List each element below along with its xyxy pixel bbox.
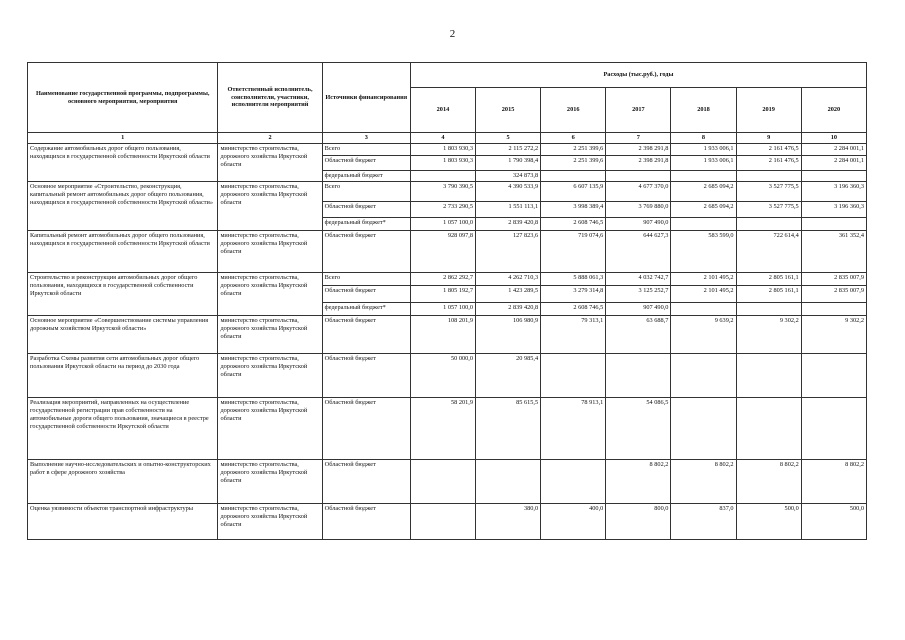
table-row <box>28 460 867 504</box>
expense-value: 8 802,2 <box>606 460 671 504</box>
responsible-executor: министерство строительства, дорожного хозяйства Иркутской области <box>218 273 322 316</box>
responsible-executor: министерство строительства, дорожного хозяйства Иркутской области <box>218 182 322 231</box>
table-row <box>28 398 867 460</box>
table-row <box>28 273 867 286</box>
expense-value: 9 639,2 <box>671 316 736 354</box>
expense-value: 5 888 061,3 <box>541 273 606 286</box>
expense-value: 6 607 135,9 <box>541 182 606 202</box>
expense-value: 324 873,8 <box>476 171 541 182</box>
activity-name: Строительство и реконструкция автомобильных дорог общего пользования, находящихся в государственной собственности Иркутской области <box>28 273 218 316</box>
expense-value: 4 677 370,0 <box>606 182 671 202</box>
expense-value: 2 398 291,8 <box>606 144 671 156</box>
table-row <box>28 354 867 398</box>
header-source: Источники финансирования <box>322 63 410 133</box>
activity-name: Основное мероприятие «Строительство, реконструкция, капитальный ремонт автомобильных дорог общего пользования, находящихся в государственной собственности Иркутской области» <box>28 182 218 231</box>
activity-name: Оценка уязвимости объектов транспортной инфраструктуры <box>28 504 218 540</box>
expense-value <box>801 303 866 316</box>
funding-source: федеральный бюджет <box>322 171 410 182</box>
expense-value <box>801 398 866 460</box>
funding-source: Областной бюджет <box>322 316 410 354</box>
expense-value <box>410 460 475 504</box>
column-number: 1 <box>28 133 218 144</box>
column-number: 5 <box>476 133 541 144</box>
expense-value <box>671 171 736 182</box>
expense-value <box>736 218 801 231</box>
expenses-table <box>27 62 867 540</box>
expense-value: 1 790 398,4 <box>476 156 541 171</box>
expense-value: 54 086,5 <box>606 398 671 460</box>
expense-value: 3 998 389,4 <box>541 202 606 218</box>
expense-value <box>410 504 475 540</box>
expense-value: 2 608 746,5 <box>541 303 606 316</box>
expense-value: 800,0 <box>606 504 671 540</box>
activity-name: Разработка Схемы развития сети автомобильных дорог общего пользования Иркутской области на период до 2030 года <box>28 354 218 398</box>
expense-value: 2 161 476,5 <box>736 156 801 171</box>
expense-value <box>606 171 671 182</box>
expense-value: 2 835 007,9 <box>801 273 866 286</box>
expense-value: 719 074,6 <box>541 231 606 273</box>
expense-value: 2 862 292,7 <box>410 273 475 286</box>
expense-value: 58 201,9 <box>410 398 475 460</box>
funding-source: Областной бюджет <box>322 398 410 460</box>
expense-value: 3 790 390,5 <box>410 182 475 202</box>
expense-value: 1 933 006,1 <box>671 156 736 171</box>
expense-value: 3 125 252,7 <box>606 286 671 303</box>
expense-value <box>801 171 866 182</box>
expense-value: 79 313,1 <box>541 316 606 354</box>
expense-value: 583 599,0 <box>671 231 736 273</box>
expense-value <box>736 171 801 182</box>
expense-value: 50 000,0 <box>410 354 475 398</box>
header-year: 2020 <box>801 88 866 133</box>
activity-name: Выполнение научно-исследовательских и опытно-конструкторских работ в сфере дорожного хозяйства <box>28 460 218 504</box>
expense-value <box>801 218 866 231</box>
expense-value <box>671 354 736 398</box>
expense-value: 400,0 <box>541 504 606 540</box>
funding-source: федеральный бюджет* <box>322 218 410 231</box>
expense-value: 1 803 930,3 <box>410 156 475 171</box>
expense-value <box>736 398 801 460</box>
expense-value: 2 839 420,8 <box>476 218 541 231</box>
table-row <box>28 144 867 156</box>
expense-value: 8 802,2 <box>671 460 736 504</box>
expense-value: 2 398 291,8 <box>606 156 671 171</box>
expense-value: 1 805 192,7 <box>410 286 475 303</box>
column-number: 10 <box>801 133 866 144</box>
expense-value <box>801 354 866 398</box>
column-number: 2 <box>218 133 322 144</box>
expense-value: 8 802,2 <box>736 460 801 504</box>
expense-value: 3 527 775,5 <box>736 182 801 202</box>
table-row <box>28 504 867 540</box>
funding-source: Областной бюджет <box>322 354 410 398</box>
column-number: 3 <box>322 133 410 144</box>
expense-value: 361 352,4 <box>801 231 866 273</box>
expense-value: 8 802,2 <box>801 460 866 504</box>
funding-source: Областной бюджет <box>322 504 410 540</box>
expense-value: 1 057 100,0 <box>410 303 475 316</box>
expense-value: 1 057 100,0 <box>410 218 475 231</box>
header-year: 2016 <box>541 88 606 133</box>
responsible-executor: министерство строительства, дорожного хозяйства Иркутской области <box>218 460 322 504</box>
expense-value: 63 688,7 <box>606 316 671 354</box>
funding-source: Областной бюджет <box>322 202 410 218</box>
expense-value: 108 201,9 <box>410 316 475 354</box>
expense-value: 3 769 880,0 <box>606 202 671 218</box>
responsible-executor: министерство строительства, дорожного хозяйства Иркутской области <box>218 231 322 273</box>
funding-source: Всего <box>322 144 410 156</box>
funding-source: Всего <box>322 182 410 202</box>
expense-value: 9 302,2 <box>801 316 866 354</box>
funding-source: Областной бюджет <box>322 231 410 273</box>
expense-value: 2 835 007,9 <box>801 286 866 303</box>
column-number: 6 <box>541 133 606 144</box>
expense-value: 2 685 094,2 <box>671 202 736 218</box>
column-number: 8 <box>671 133 736 144</box>
expense-value: 9 302,2 <box>736 316 801 354</box>
table-header <box>28 63 867 133</box>
expense-value: 127 823,6 <box>476 231 541 273</box>
funding-source: федеральный бюджет* <box>322 303 410 316</box>
expense-value <box>736 303 801 316</box>
expense-value <box>541 171 606 182</box>
expense-value: 2 251 399,6 <box>541 144 606 156</box>
header-year: 2018 <box>671 88 736 133</box>
header-year: 2014 <box>410 88 475 133</box>
responsible-executor: министерство строительства, дорожного хозяйства Иркутской области <box>218 316 322 354</box>
expense-value: 2 115 272,2 <box>476 144 541 156</box>
expense-value: 2 284 001,1 <box>801 156 866 171</box>
expense-value: 2 805 161,1 <box>736 286 801 303</box>
column-number: 9 <box>736 133 801 144</box>
expense-value: 2 251 399,6 <box>541 156 606 171</box>
responsible-executor: министерство строительства, дорожного хозяйства Иркутской области <box>218 504 322 540</box>
responsible-executor: министерство строительства, дорожного хозяйства Иркутской области <box>218 144 322 182</box>
expense-value: 2 101 495,2 <box>671 273 736 286</box>
expense-value: 20 985,4 <box>476 354 541 398</box>
header-executor: Ответственный исполнитель, соисполнители, участники, исполнители мероприятий <box>218 63 322 133</box>
expense-value <box>606 354 671 398</box>
header-year: 2017 <box>606 88 671 133</box>
expense-value <box>541 354 606 398</box>
expense-value <box>671 398 736 460</box>
expense-value: 2 101 495,2 <box>671 286 736 303</box>
funding-source: Областной бюджет <box>322 460 410 504</box>
activity-name: Капитальный ремонт автомобильных дорог общего пользования, находящихся в государственной собственности Иркутской области <box>28 231 218 273</box>
expense-value: 2 608 746,5 <box>541 218 606 231</box>
expense-value: 500,0 <box>801 504 866 540</box>
expense-value: 4 032 742,7 <box>606 273 671 286</box>
table-row <box>28 231 867 273</box>
expense-value <box>671 303 736 316</box>
expense-value: 500,0 <box>736 504 801 540</box>
expense-value: 907 490,0 <box>606 218 671 231</box>
expense-value: 2 685 094,2 <box>671 182 736 202</box>
expense-value: 2 805 161,1 <box>736 273 801 286</box>
expense-value: 3 196 360,3 <box>801 202 866 218</box>
expense-value: 106 980,9 <box>476 316 541 354</box>
expense-value: 722 614,4 <box>736 231 801 273</box>
expense-value <box>410 171 475 182</box>
expense-value: 837,0 <box>671 504 736 540</box>
column-number: 7 <box>606 133 671 144</box>
header-expenses: Расходы (тыс.руб.), годы <box>410 63 866 88</box>
expense-value: 928 097,8 <box>410 231 475 273</box>
expense-value: 644 627,3 <box>606 231 671 273</box>
expense-value: 3 196 360,3 <box>801 182 866 202</box>
funding-source: Областной бюджет <box>322 156 410 171</box>
header-program: Наименование государственной программы, подпрограммы, основного мероприятия, мероприятия <box>28 63 218 133</box>
expense-value <box>476 460 541 504</box>
funding-source: Областной бюджет <box>322 286 410 303</box>
expense-value: 78 913,1 <box>541 398 606 460</box>
expense-value <box>541 460 606 504</box>
column-numbers-row <box>28 133 867 144</box>
responsible-executor: министерство строительства, дорожного хозяйства Иркутской области <box>218 398 322 460</box>
expense-value: 85 615,5 <box>476 398 541 460</box>
responsible-executor: министерство строительства, дорожного хозяйства Иркутской области <box>218 354 322 398</box>
table-row <box>28 182 867 202</box>
column-number: 4 <box>410 133 475 144</box>
expense-value: 907 490,0 <box>606 303 671 316</box>
expense-value: 1 803 930,3 <box>410 144 475 156</box>
expense-value: 1 551 113,1 <box>476 202 541 218</box>
expense-value: 380,0 <box>476 504 541 540</box>
expense-value: 3 279 314,8 <box>541 286 606 303</box>
header-year: 2019 <box>736 88 801 133</box>
expense-value: 2 161 476,5 <box>736 144 801 156</box>
expense-value <box>671 218 736 231</box>
page-number: 2 <box>449 28 456 40</box>
expense-value <box>736 354 801 398</box>
expense-value: 3 527 775,5 <box>736 202 801 218</box>
header-year: 2015 <box>476 88 541 133</box>
table-body <box>28 133 867 540</box>
activity-name: Реализация мероприятий, направленных на осуществление государственной регистрации прав собственности на автомобильные дороги общего пользования, значащиеся в реестре государственной собственности Иркутской области <box>28 398 218 460</box>
table-row <box>28 316 867 354</box>
funding-source: Всего <box>322 273 410 286</box>
activity-name: Содержание автомобильных дорог общего пользования, находящихся в государственной собственности Иркутской области <box>28 144 218 182</box>
expense-value: 2 284 001,1 <box>801 144 866 156</box>
expense-value: 2 839 420,8 <box>476 303 541 316</box>
expense-value: 4 390 533,9 <box>476 182 541 202</box>
expense-value: 2 733 290,5 <box>410 202 475 218</box>
expense-value: 1 933 006,1 <box>671 144 736 156</box>
expense-value: 1 423 289,5 <box>476 286 541 303</box>
expense-value: 4 262 710,3 <box>476 273 541 286</box>
activity-name: Основное мероприятие «Совершенствование системы управления дорожным хозяйством Иркутской области» <box>28 316 218 354</box>
